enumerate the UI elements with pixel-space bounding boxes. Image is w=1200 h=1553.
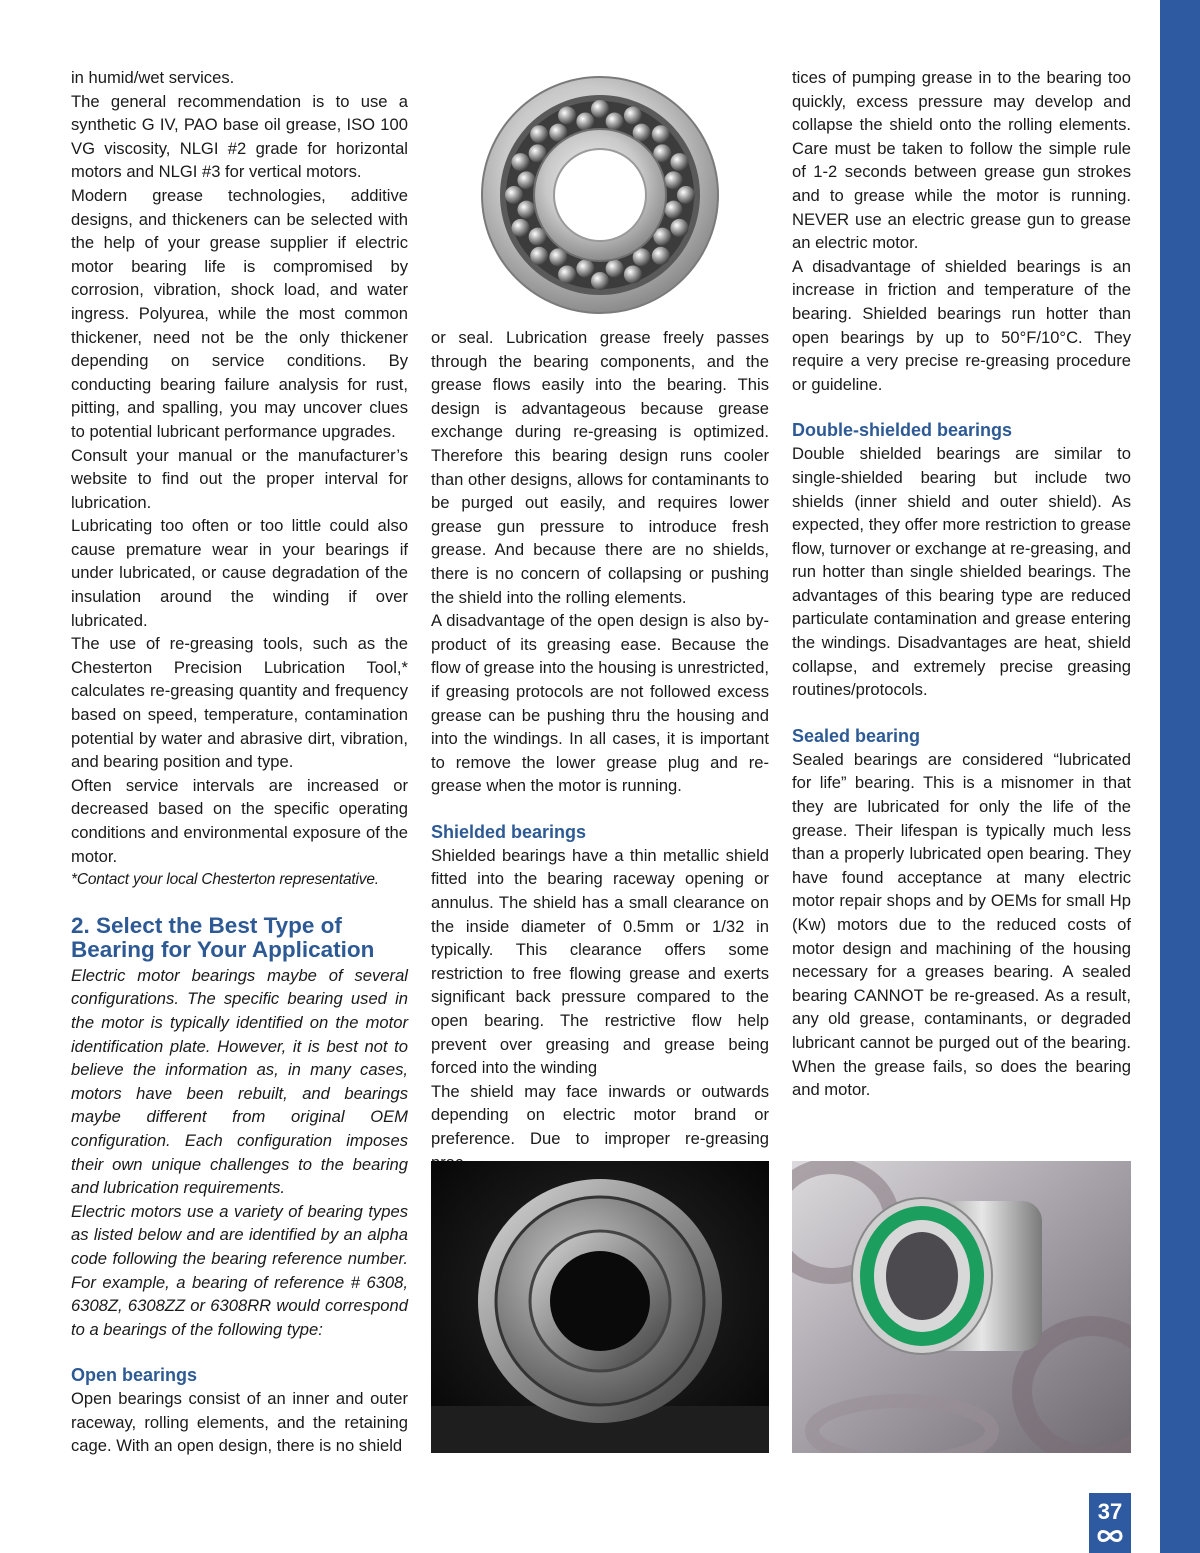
- footnote: *Contact your local Chesterton representative.: [71, 871, 379, 889]
- page-number: 37: [1097, 1499, 1123, 1524]
- bearing-ball: [558, 107, 576, 125]
- bearing-ball: [530, 125, 548, 143]
- bearing-ball: [652, 125, 670, 143]
- bearing-ball: [576, 112, 594, 130]
- intro-paragraph: Electric motor bearings maybe of several configurations. The specific bearing used in the motor is typically identified on the motor identification plate. However, it is best not to believe the information as, in many cases, motors have been rebuilt, and bearings maybe different from original OEM configuration. Each configuration imposes their own unique challenges to the bearing and lubrication requirements.: [71, 965, 408, 1198]
- paragraph: in humid/wet services.: [71, 68, 235, 87]
- paragraph: Lubricating too often or too little could also cause premature wear in your bearings if under lubricated, or cause degradation of the insulation around the winding if over lubricated.: [71, 516, 408, 630]
- bearing-ball: [670, 219, 688, 237]
- open-bearing-photo: [470, 68, 730, 323]
- infinity-logo-icon: [1095, 1527, 1125, 1545]
- bearing-ball: [530, 247, 548, 265]
- shielded-bearings-heading: Shielded bearings: [431, 821, 587, 842]
- bearing-ball: [517, 171, 535, 189]
- bearing-ball: [624, 265, 642, 283]
- side-accent-bar: [1160, 0, 1200, 1553]
- paragraph: Shielded bearings have a thin metallic shield fitted into the bearing raceway opening or annulus. The shield has a small clearance on the inside diameter of 0.5mm or 1/32 in typically. This clearance offers some restriction to free flowing grease and exerts significant back pressure compared to the open bearing. The restrictive flow help prevent over greasing and grease being forced into the winding: [431, 845, 769, 1078]
- bearing-ball: [677, 186, 695, 204]
- bearing-ball: [558, 265, 576, 283]
- paragraph: The general recommendation is to use a synthetic G IV, PAO base oil grease, ISO 100 VG viscosity, NLGI #2 grade for horizontal motors and NLGI #3 for vertical motors.: [71, 91, 408, 182]
- open-bearings-heading: Open bearings: [71, 1365, 198, 1386]
- shielded-bearing-photo: [431, 1161, 769, 1453]
- bearing-ball: [591, 100, 609, 118]
- bearing-ball: [652, 247, 670, 265]
- bearing-ball: [517, 201, 535, 219]
- paragraph: Modern grease technologies, additive designs, and thickeners can be selected with the help of your grease supplier if electric motor bearing life is compromised by corrosion, vibration, shock load, and water ingress. Polyurea, while the most common thickener, need not be the only thickener depending on service conditions. By conducting bearing failure analysis for rust, pitting, and spalling, you may uncover clues to potential lubricant performance upgrades.: [71, 185, 408, 441]
- bearing-ball: [624, 107, 642, 125]
- paragraph: The use of re-greasing tools, such as the Chesterton Precision Lubrication Tool,* calculates re-greasing quantity and frequency based on speed, temperature, contamination potential by water and abrasive dirt, vibration, and bearing position and type.: [71, 634, 408, 772]
- double-shielded-heading: Double-shielded bearings: [792, 420, 1013, 441]
- bearing-ball: [665, 201, 683, 219]
- section-heading: 2. Select the Best Type of Bearing for Your Application: [71, 912, 375, 962]
- paragraph: Sealed bearings are considered “lubricated for life” bearing. This is a misnomer in that they are lubricated for only the life of the grease. Their lifespan is typically much less than a properly lubricated open bearing. They have found acceptance at many electric motor repair shops and by OEMs for small Hp (Kw) motors due to the reduced costs of motor design and machining of the housing necessary for a greases bearing. A sealed bearing CANNOT be re-greased. As a result, any old grease, contaminants, or degraded lubricant cannot be purged out of the bearing. When the grease fails, so does the bearing and motor.: [792, 749, 1131, 1100]
- bearing-ball: [606, 260, 624, 278]
- paragraph: tices of pumping grease in to the bearing too quickly, excess pressure may develop and collapse the shield onto the rolling elements. Care must be taken to follow the simple rule of 1-2 seconds between grease gun strokes and to grease while the motor is running. NEVER use an electric grease gun to grease an electric motor.: [792, 68, 1131, 253]
- paragraph: Consult your manual or the manufacturer’s website to find out the proper interval for lubrication.: [71, 445, 408, 512]
- paragraph: A disadvantage of shielded bearings is an increase in friction and temperature of the bearing. Shielded bearings run hotter than open bearings by up to 50°F/10°C. They require a very precise re-greasing procedure or guideline.: [792, 256, 1131, 394]
- paragraph: or seal. Lubrication grease freely passes through the bearing components, and the grease flows easily into the bearing. This design is advantageous because grease exchange during re-greasing is optimized. Therefore this bearing design runs cooler than other designs, allows for contaminants to be purged out easily, and requires lower grease gun pressure to introduce fresh grease. And because there are no shields, there is no concern of collapsing or pushing the shield into the rolling elements.: [431, 328, 769, 607]
- paragraph: Often service intervals are increased or decreased based on the specific operating conditions and environmental exposure of the motor.: [71, 775, 408, 866]
- bearing-ball: [512, 219, 530, 237]
- column-1: [71, 66, 408, 1458]
- paragraph: A disadvantage of the open design is also by-product of its greasing ease. Because the flow of grease into the housing is unrestricted, if greasing protocols are not followed excess grease can be pushing thru the housing and into the windings. In all cases, it is important to remove the lower grease plug and re-grease when the motor is running.: [431, 611, 769, 796]
- intro-paragraph: Electric motors use a variety of bearing types as listed below and are identified by an alpha code following the bearing reference number. For example, a bearing of reference # 6308, 6308Z, 6308ZZ or 6308RR would correspond to a bearings of the following type:: [71, 1201, 408, 1339]
- paragraph: Open bearings consist of an inner and outer raceway, rolling elements, and the retaining cage. With an open design, there is no shield: [71, 1389, 408, 1456]
- bearing-ball: [505, 186, 523, 204]
- page-number-box: [1089, 1493, 1131, 1553]
- bearing-ball: [512, 153, 530, 171]
- paragraph: The shield may face inwards or outwards depending on electric motor brand or preference. Due to improper re-greasing: [431, 1081, 769, 1148]
- sealed-bearing-heading: Sealed bearing: [792, 725, 921, 746]
- bearing-ball: [606, 112, 624, 130]
- sealed-bearing-photo: [792, 1161, 1131, 1453]
- bearing-ball: [665, 171, 683, 189]
- column-2: [431, 326, 769, 1174]
- bearing-ball: [576, 260, 594, 278]
- bearing-ball: [670, 153, 688, 171]
- paragraph: Double shielded bearings are similar to single-shielded bearing but include two shields (inner shield and outer shield). As expected, they offer more restriction to grease flow, turnover or exchange at re-greasing, and run hotter than single shielded bearings. The advantages of this bearing type are reduced particulate contamination and grease entering the windings. Disadvantages are heat, shield collapse, and extremely precise greasing routines/protocols.: [792, 444, 1131, 700]
- column-3: [792, 66, 1131, 1102]
- bearing-ball: [591, 272, 609, 290]
